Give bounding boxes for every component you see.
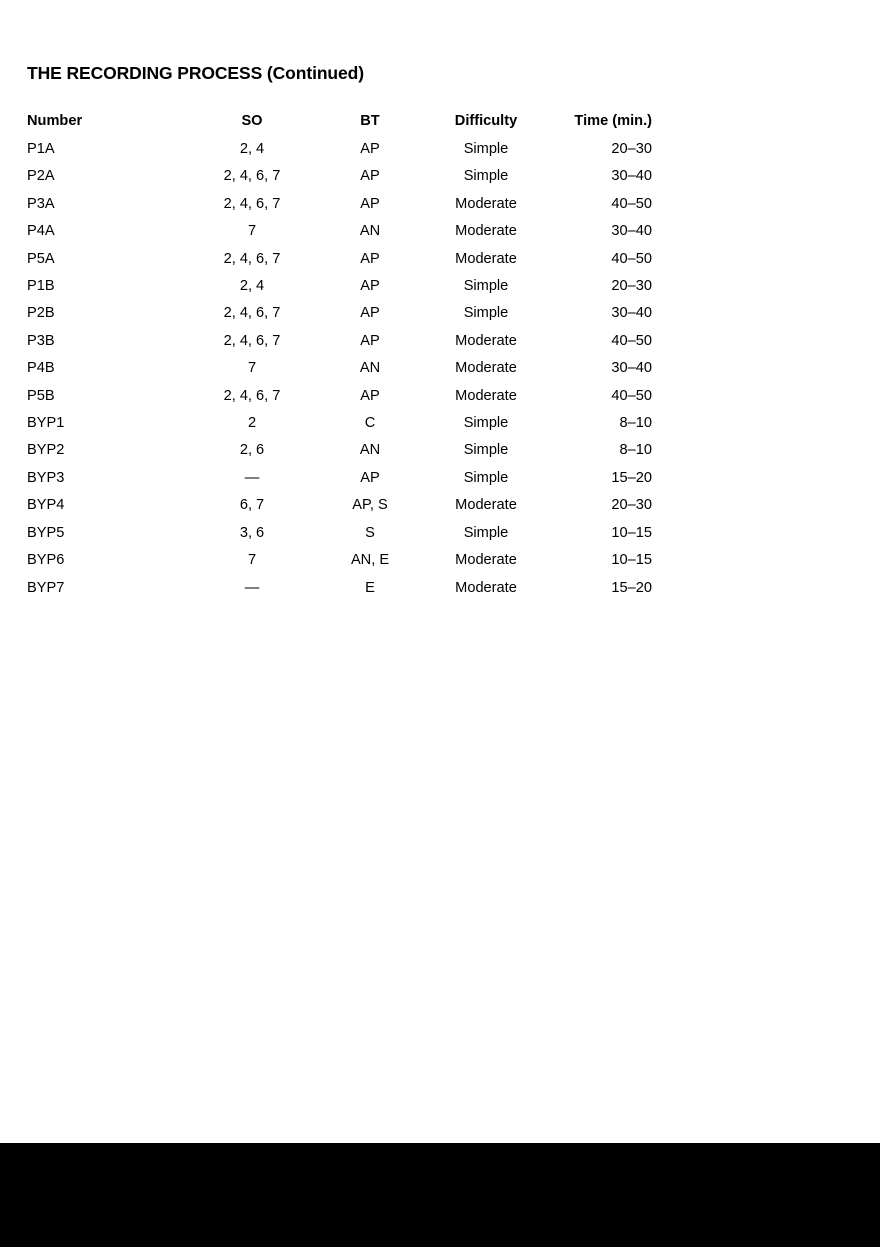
table-row <box>27 465 652 492</box>
cell-number: P4B <box>27 360 55 377</box>
cell-number: P5A <box>27 250 55 267</box>
cell-bt: AP, S <box>352 497 388 514</box>
cell-number: BYP7 <box>27 579 65 596</box>
assignment-characteristics-table <box>27 107 652 602</box>
cell-bt: AP <box>360 387 380 404</box>
table-row <box>27 300 652 327</box>
cell-number: P5B <box>27 387 55 404</box>
cell-bt: AP <box>360 332 380 349</box>
cell-time: 30–40 <box>611 168 652 185</box>
cell-difficulty: Moderate <box>455 579 517 596</box>
cell-difficulty: Simple <box>463 442 509 459</box>
cell-difficulty: Simple <box>463 469 509 486</box>
cell-so: 7 <box>247 223 257 240</box>
cell-difficulty: Moderate <box>455 360 517 377</box>
table-row <box>27 437 652 464</box>
cell-so: 2 <box>247 415 257 432</box>
table-row <box>27 191 652 218</box>
column-header-number: Number <box>27 113 83 129</box>
cell-number: P3A <box>27 195 55 212</box>
cell-so: 2, 4, 6, 7 <box>223 332 281 349</box>
cell-so: 7 <box>247 552 257 569</box>
cell-time: 8–10 <box>619 415 652 432</box>
cell-number: P3B <box>27 332 55 349</box>
cell-bt: AP <box>360 278 380 295</box>
cell-time: 20–30 <box>611 278 652 295</box>
cell-difficulty: Simple <box>463 305 509 322</box>
cell-so: 2, 4 <box>239 141 265 157</box>
cell-number: P2A <box>27 168 55 185</box>
cell-difficulty: Moderate <box>455 195 517 212</box>
cell-bt: S <box>365 524 375 541</box>
table-row <box>27 492 652 519</box>
cell-time: 40–50 <box>611 387 652 404</box>
cell-difficulty: Moderate <box>455 387 517 404</box>
cell-so: 2, 4 <box>239 278 265 295</box>
cell-time: 8–10 <box>619 442 652 459</box>
cell-number: BYP3 <box>27 469 65 486</box>
cell-difficulty: Simple <box>463 168 509 185</box>
table-row <box>27 163 652 190</box>
cell-so: 2, 4, 6, 7 <box>223 387 281 404</box>
table-row <box>27 218 652 245</box>
cell-number: BYP4 <box>27 497 65 514</box>
cell-so: 2, 4, 6, 7 <box>223 168 281 185</box>
cell-time: 30–40 <box>611 223 652 240</box>
table-row <box>27 246 652 273</box>
table-row <box>27 410 652 437</box>
column-header-time: Time (min.) <box>574 113 652 129</box>
cell-bt: AP <box>360 168 380 185</box>
cell-difficulty: Moderate <box>455 250 517 267</box>
table-row <box>27 520 652 547</box>
cell-so: — <box>244 579 260 596</box>
cell-time: 20–30 <box>611 141 652 157</box>
cell-difficulty: Simple <box>463 415 509 432</box>
cell-so: 2, 6 <box>239 442 265 459</box>
cell-bt: C <box>364 415 376 432</box>
cell-difficulty: Moderate <box>455 332 517 349</box>
cell-so: 2, 4, 6, 7 <box>223 250 281 267</box>
cell-time: 30–40 <box>611 305 652 322</box>
cell-so: — <box>244 469 260 486</box>
cell-bt: AN <box>359 223 381 240</box>
cell-time: 15–20 <box>611 579 652 596</box>
cell-time: 10–15 <box>611 524 652 541</box>
table-body <box>27 136 652 602</box>
column-header-so: SO <box>241 113 263 129</box>
cell-bt: AP <box>360 195 380 212</box>
page-title: THE RECORDING PROCESS (Continued) <box>27 62 364 83</box>
table-header <box>27 107 652 136</box>
cell-time: 30–40 <box>611 360 652 377</box>
cell-difficulty: Moderate <box>455 497 517 514</box>
cell-so: 7 <box>247 360 257 377</box>
footer-black-bar <box>0 1143 880 1247</box>
cell-number: P1A <box>27 141 55 157</box>
cell-bt: AP <box>360 469 380 486</box>
cell-number: BYP1 <box>27 415 65 432</box>
cell-bt: AP <box>360 305 380 322</box>
cell-number: P4A <box>27 223 55 240</box>
cell-bt: AN <box>359 442 381 459</box>
cell-bt: E <box>365 579 375 596</box>
cell-number: P2B <box>27 305 55 322</box>
cell-difficulty: Simple <box>463 141 509 157</box>
cell-time: 20–30 <box>611 497 652 514</box>
cell-number: BYP2 <box>27 442 65 459</box>
table-row <box>27 355 652 382</box>
table-row <box>27 136 652 163</box>
cell-so: 3, 6 <box>239 524 265 541</box>
cell-bt: AP <box>360 250 380 267</box>
cell-time: 40–50 <box>611 332 652 349</box>
column-header-difficulty: Difficulty <box>454 113 518 129</box>
cell-so: 2, 4, 6, 7 <box>223 305 281 322</box>
cell-so: 6, 7 <box>239 497 265 514</box>
cell-difficulty: Simple <box>463 524 509 541</box>
cell-difficulty: Moderate <box>455 552 517 569</box>
cell-number: BYP5 <box>27 524 65 541</box>
cell-time: 40–50 <box>611 195 652 212</box>
cell-so: 2, 4, 6, 7 <box>223 195 281 212</box>
cell-time: 40–50 <box>611 250 652 267</box>
cell-bt: AN <box>359 360 381 377</box>
cell-bt: AN, E <box>350 552 390 569</box>
cell-bt: AP <box>360 141 380 157</box>
cell-difficulty: Simple <box>463 278 509 295</box>
cell-difficulty: Moderate <box>455 223 517 240</box>
table-row <box>27 547 652 574</box>
table-row <box>27 383 652 410</box>
table-row <box>27 575 652 602</box>
table-row <box>27 328 652 355</box>
column-header-bt: BT <box>360 113 380 129</box>
table-header-row <box>27 107 652 136</box>
cell-time: 15–20 <box>611 469 652 486</box>
cell-number: P1B <box>27 278 55 295</box>
table-row <box>27 273 652 300</box>
cell-number: BYP6 <box>27 552 65 569</box>
cell-time: 10–15 <box>611 552 652 569</box>
